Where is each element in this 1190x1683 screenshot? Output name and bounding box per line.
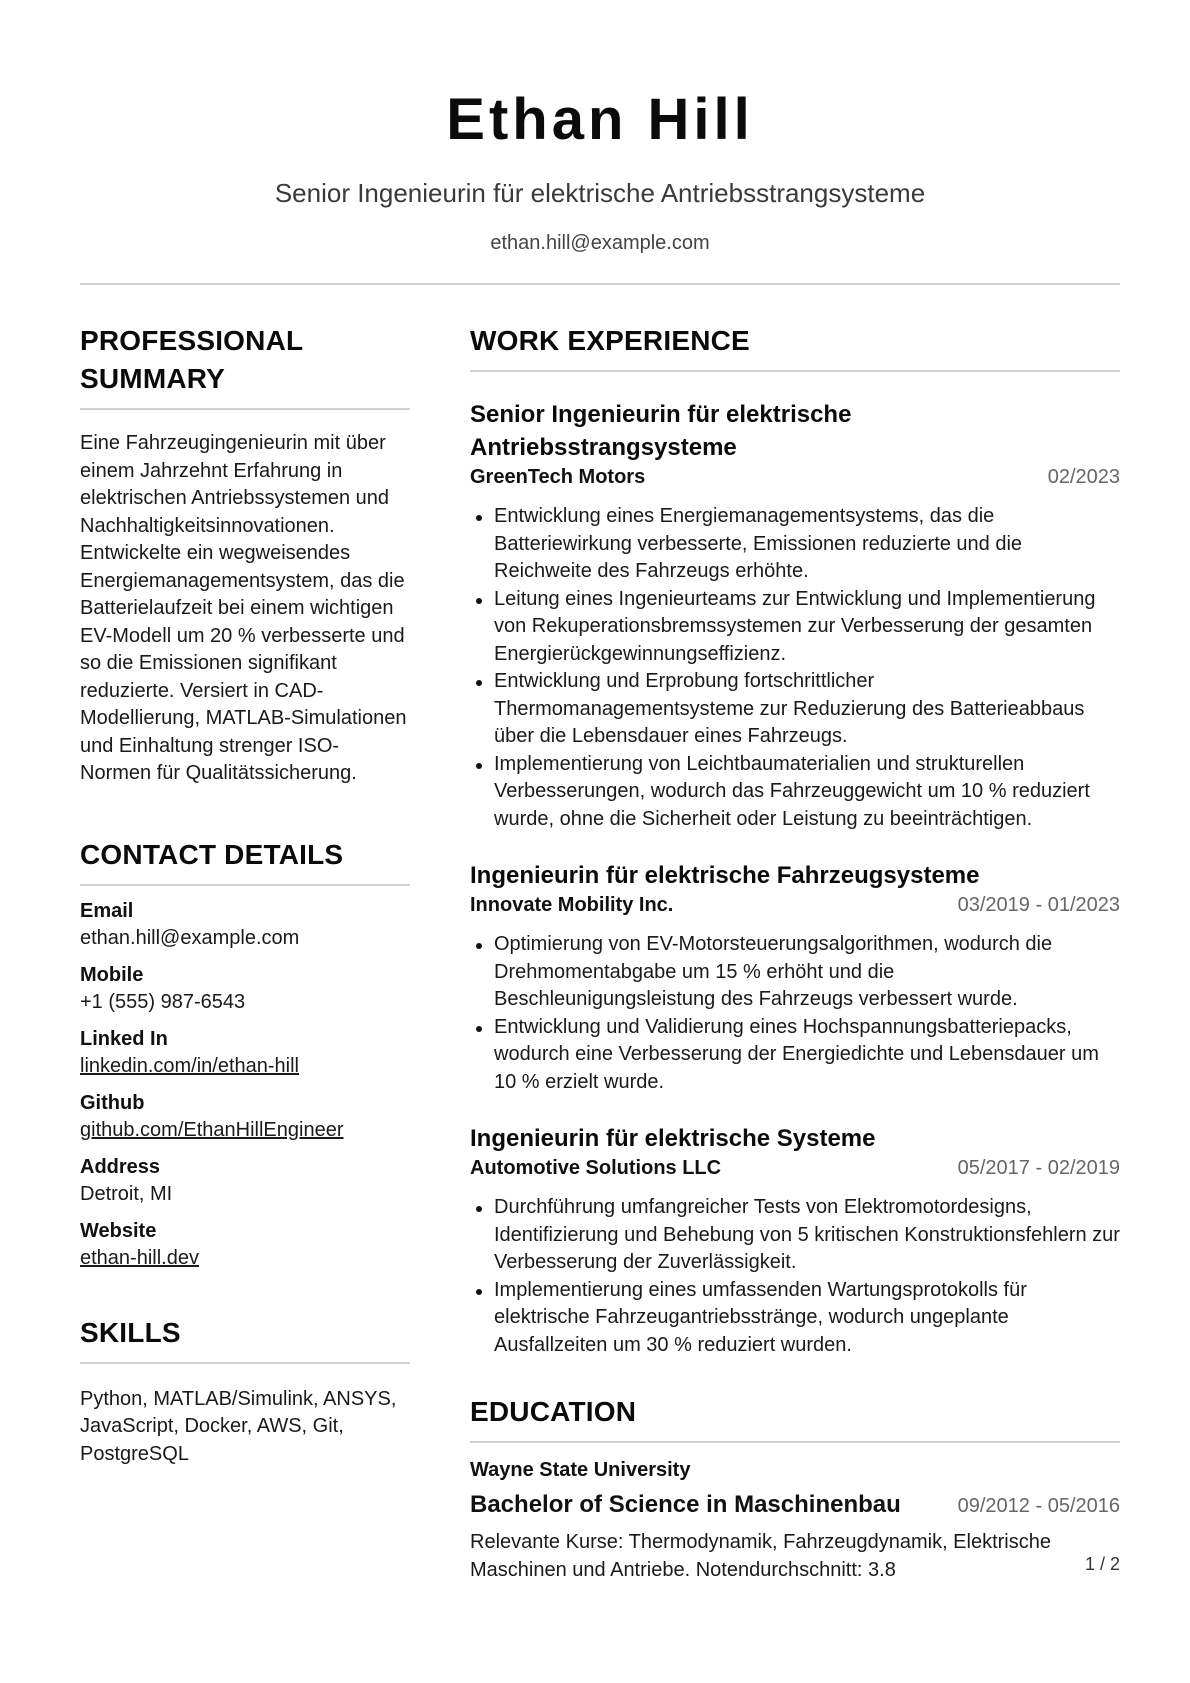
job-bullet-text: Optimierung von EV-Motorsteuerungsalgorithmen, wodurch die Drehmomentabgabe um 15 % erhöht und die Beschleunigungsleistung des Fahrzeugs verbessert wurde. [494, 933, 1053, 1010]
job-bullet-text: Entwicklung und Validierung eines Hochspannungsbatteriepacks, wodurch eine Verbesserung der Energiedichte und Lebensdauer um 10 % erzielt wurde. [494, 1015, 1099, 1093]
job-company: Innovate Mobility Inc. [470, 894, 674, 916]
contact-section [80, 836, 410, 1272]
job-entry [470, 859, 1120, 1096]
contact-heading: CONTACT DETAILS [80, 838, 344, 870]
summary-heading [80, 322, 410, 398]
job-bullet [470, 931, 1120, 1014]
summary-text: Eine Fahrzeugingenieurin mit über einem Jahrzehnt Erfahrung in elektrischen Antriebssystemen und Nachhaltigkeitsinnovationen. Entwickelte ein wegweisendes Energiemanagementsystem, das die Batterielaufzeit bei einem wichtigen EV-Modell um 20 % verbesserte und so die Emissionen signifikant reduzierte. Versiert in CAD-Modellierung, MATLAB-Simulationen und Einhaltung strenger ISO-Normen für Qualitätssicherung. [80, 432, 407, 784]
summary-section [80, 322, 410, 788]
experience-section [470, 322, 1120, 1359]
job-title: Ingenieurin für elektrische Fahrzeugsysteme [470, 862, 980, 889]
job-bullet-text: Leitung eines Ingenieurteams zur Entwicklung und Implementierung von Rekuperationsbremssystemen zur Verbesserung der gesamten Energierückgewinnungseffizienz. [494, 587, 1096, 665]
left-column [80, 322, 410, 1468]
linkedin-link[interactable]: linkedin.com/in/ethan-hill [80, 1054, 300, 1077]
contact-item-address [80, 1154, 410, 1208]
bullet-icon [476, 680, 482, 686]
education-heading: EDUCATION [470, 1396, 637, 1427]
job-entry [470, 1122, 1120, 1359]
education-degree: Bachelor of Science in Maschinenbau [470, 1491, 901, 1518]
contact-label: Linked In [80, 1027, 168, 1050]
website-link[interactable]: ethan-hill.dev [80, 1246, 199, 1269]
contact-label: Email [80, 899, 134, 922]
job-bullet [470, 586, 1120, 669]
job-meta [470, 1155, 1120, 1182]
contact-divider [80, 884, 410, 886]
contact-item-email [80, 898, 410, 952]
education-details: Relevante Kurse: Thermodynamik, Fahrzeugdynamik, Elektrische Maschinen und Antriebe. Notendurchschnitt: 3.8 [470, 1531, 1051, 1581]
contact-label: Mobile [80, 963, 144, 986]
contact-label: Github [80, 1091, 145, 1114]
job-bullet-text: Entwicklung eines Energiemanagementsystems, das die Batteriewirkung verbesserte, Emissionen reduzierte und die Reichweite des Fahrzeugs erhöhte. [494, 505, 1023, 582]
job-bullet [470, 1277, 1120, 1360]
job-bullets [470, 931, 1120, 1096]
bullet-icon [476, 1206, 482, 1212]
bullet-icon [476, 763, 482, 769]
header-divider [80, 283, 1120, 285]
education-school: Wayne State University [470, 1459, 691, 1481]
contact-list [80, 898, 410, 1272]
job-date: 05/2017 - 02/2019 [957, 1157, 1120, 1179]
summary-heading-line2: SUMMARY [80, 363, 226, 394]
job-bullet [470, 503, 1120, 586]
bullet-icon [476, 943, 482, 949]
summary-heading-line1: PROFESSIONAL [80, 325, 304, 356]
resume-header [80, 80, 1120, 256]
experience-divider [470, 370, 1120, 372]
candidate-headline: Senior Ingenieurin für elektrische Antriebsstrangsysteme [274, 178, 926, 208]
job-bullet-text: Durchführung umfangreicher Tests von Elektromotordesigns, Identifizierung und Behebung von 5 kritischen Konstruktionsfehlern zur Verbesserung der Zuverlässigkeit. [494, 1196, 1120, 1273]
job-bullet-text: Entwicklung und Erprobung fortschrittlicher Thermomanagementsysteme zur Reduzierung des Batterieabbaus über die Lebensdauer eines Fahrzeugs. [494, 670, 1085, 747]
candidate-name: Ethan Hill [446, 87, 754, 152]
education-divider [470, 1441, 1120, 1443]
job-bullet [470, 1014, 1120, 1097]
job-meta [470, 892, 1120, 919]
contact-item-mobile [80, 962, 410, 1016]
experience-heading: WORK EXPERIENCE [470, 325, 750, 356]
bullet-icon [476, 1026, 482, 1032]
summary-divider [80, 408, 410, 410]
skills-heading: SKILLS [80, 1316, 181, 1348]
page-number: 1 / 2 [1084, 1554, 1120, 1574]
contact-item-website [80, 1218, 410, 1272]
contact-item-linkedin [80, 1026, 410, 1080]
contact-address-value: Detroit, MI [80, 1182, 173, 1205]
skills-section [80, 1314, 410, 1469]
contact-mobile-value: +1 (555) 987-6543 [80, 990, 246, 1013]
job-bullet-text: Implementierung von Leichtbaumaterialien und strukturellen Verbesserungen, wodurch das Fahrzeuggewicht um 10 % reduziert wurde, ohne die Sicherheit oder Leistung zu beeinträchtigen. [494, 752, 1090, 830]
bullet-icon [476, 515, 482, 521]
skills-divider [80, 1362, 410, 1364]
job-company: GreenTech Motors [470, 466, 646, 488]
contact-email-value[interactable]: ethan.hill@example.com [80, 926, 300, 949]
job-company: Automotive Solutions LLC [470, 1157, 722, 1179]
bullet-icon [476, 1289, 482, 1295]
contact-item-github [80, 1090, 410, 1144]
job-bullet [470, 668, 1120, 751]
job-meta [470, 464, 1120, 491]
job-title: Ingenieurin für elektrische Systeme [470, 1125, 876, 1152]
job-date: 03/2019 - 01/2023 [957, 894, 1120, 916]
education-section [470, 1393, 1120, 1584]
skills-text: Python, MATLAB/Simulink, ANSYS, JavaScript, Docker, AWS, Git, PostgreSQL [80, 1387, 397, 1465]
job-entry [470, 398, 1120, 833]
job-bullet [470, 751, 1120, 834]
job-title: Senior Ingenieurin für elektrische Antriebsstrangsysteme [470, 401, 852, 461]
contact-label: Address [80, 1155, 161, 1178]
contact-label: Website [80, 1219, 157, 1242]
bullet-icon [476, 598, 482, 604]
job-bullets [470, 503, 1120, 833]
github-link[interactable]: github.com/EthanHillEngineer [80, 1118, 344, 1141]
job-date: 02/2023 [1047, 466, 1120, 488]
job-bullet-text: Implementierung eines umfassenden Wartungsprotokolls für elektrische Fahrzeugantriebsstränge, wodurch ungeplante Ausfallzeiten um 30 % reduziert wurden. [494, 1278, 1027, 1356]
education-date: 09/2012 - 05/2016 [957, 1495, 1120, 1517]
job-bullets [470, 1194, 1120, 1359]
job-bullet [470, 1194, 1120, 1277]
right-column [470, 322, 1120, 1584]
education-row [470, 1488, 1120, 1521]
header-email[interactable]: ethan.hill@example.com [490, 232, 710, 254]
